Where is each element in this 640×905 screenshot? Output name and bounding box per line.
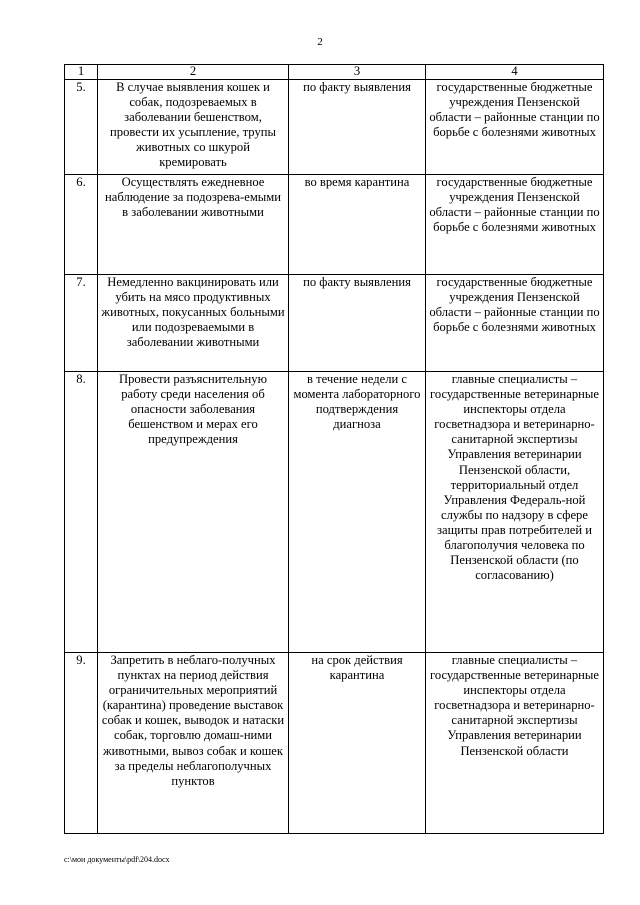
row-responsible: государственные бюджетные учреждения Пензенской области – районные станции по борьбе с болезнями животных: [426, 275, 604, 372]
row-number: 8.: [65, 372, 98, 653]
table-header-row: [65, 65, 604, 80]
row-term: в течение недели с момента лабораторного подтверждения диагноза: [289, 372, 426, 653]
row-action: Осуществлять ежедневное наблюдение за подозрева-емыми в заболевании животными: [98, 175, 289, 275]
row-number: 5.: [65, 80, 98, 175]
row-action: Немедленно вакцинировать или убить на мясо продуктивных животных, покусанных больными или подозреваемыми в заболевании животными: [98, 275, 289, 372]
row-responsible: государственные бюджетные учреждения Пензенской области – районные станции по борьбе с болезнями животных: [426, 175, 604, 275]
table-row: [65, 653, 604, 834]
table-row: [65, 372, 604, 653]
column-header-number: 1: [65, 65, 98, 80]
table-row: [65, 275, 604, 372]
file-path-footer: c:\мои документы\pdf\204.docx: [64, 855, 170, 864]
table-row: [65, 80, 604, 175]
column-header-term: 3: [289, 65, 426, 80]
table-row: [65, 175, 604, 275]
column-header-action: 2: [98, 65, 289, 80]
row-term: на срок действия карантина: [289, 653, 426, 834]
row-action: В случае выявления кошек и собак, подозреваемых в заболевании бешенством, провести их усыпление, трупы животных со шкурой кремировать: [98, 80, 289, 175]
row-action: Запретить в неблаго-получных пунктах на период действия ограничительных мероприятий (карантина) проведение выставок собак и кошек, выводок и натаски собак, торговлю домаш-ними животными, вывоз собак и кошек за пределы неблагополучных пунктов: [98, 653, 289, 834]
column-header-responsible: 4: [426, 65, 604, 80]
row-term: во время карантина: [289, 175, 426, 275]
row-action: Провести разъяснительную работу среди населения об опасности заболевания бешенством и мерах его предупреждения: [98, 372, 289, 653]
row-number: 7.: [65, 275, 98, 372]
row-number: 6.: [65, 175, 98, 275]
row-number: 9.: [65, 653, 98, 834]
row-responsible: государственные бюджетные учреждения Пензенской области – районные станции по борьбе с болезнями животных: [426, 80, 604, 175]
row-responsible: главные специалисты – государственные ветеринарные инспекторы отдела госветнадзора и ветеринарно-санитарной экспертизы Управления ветеринарии Пензенской области, территориальный отдел Управления Федераль-ной службы по надзору в сфере защиты прав потребителей и благополучия человека по Пензенской области (по согласованию): [426, 372, 604, 653]
row-term: по факту выявления: [289, 80, 426, 175]
measures-table: [64, 64, 604, 834]
row-term: по факту выявления: [289, 275, 426, 372]
page-number: 2: [317, 36, 323, 48]
row-responsible: главные специалисты – государственные ветеринарные инспекторы отдела госветнадзора и ветеринарно-санитарной экспертизы Управления ветеринарии Пензенской области: [426, 653, 604, 834]
